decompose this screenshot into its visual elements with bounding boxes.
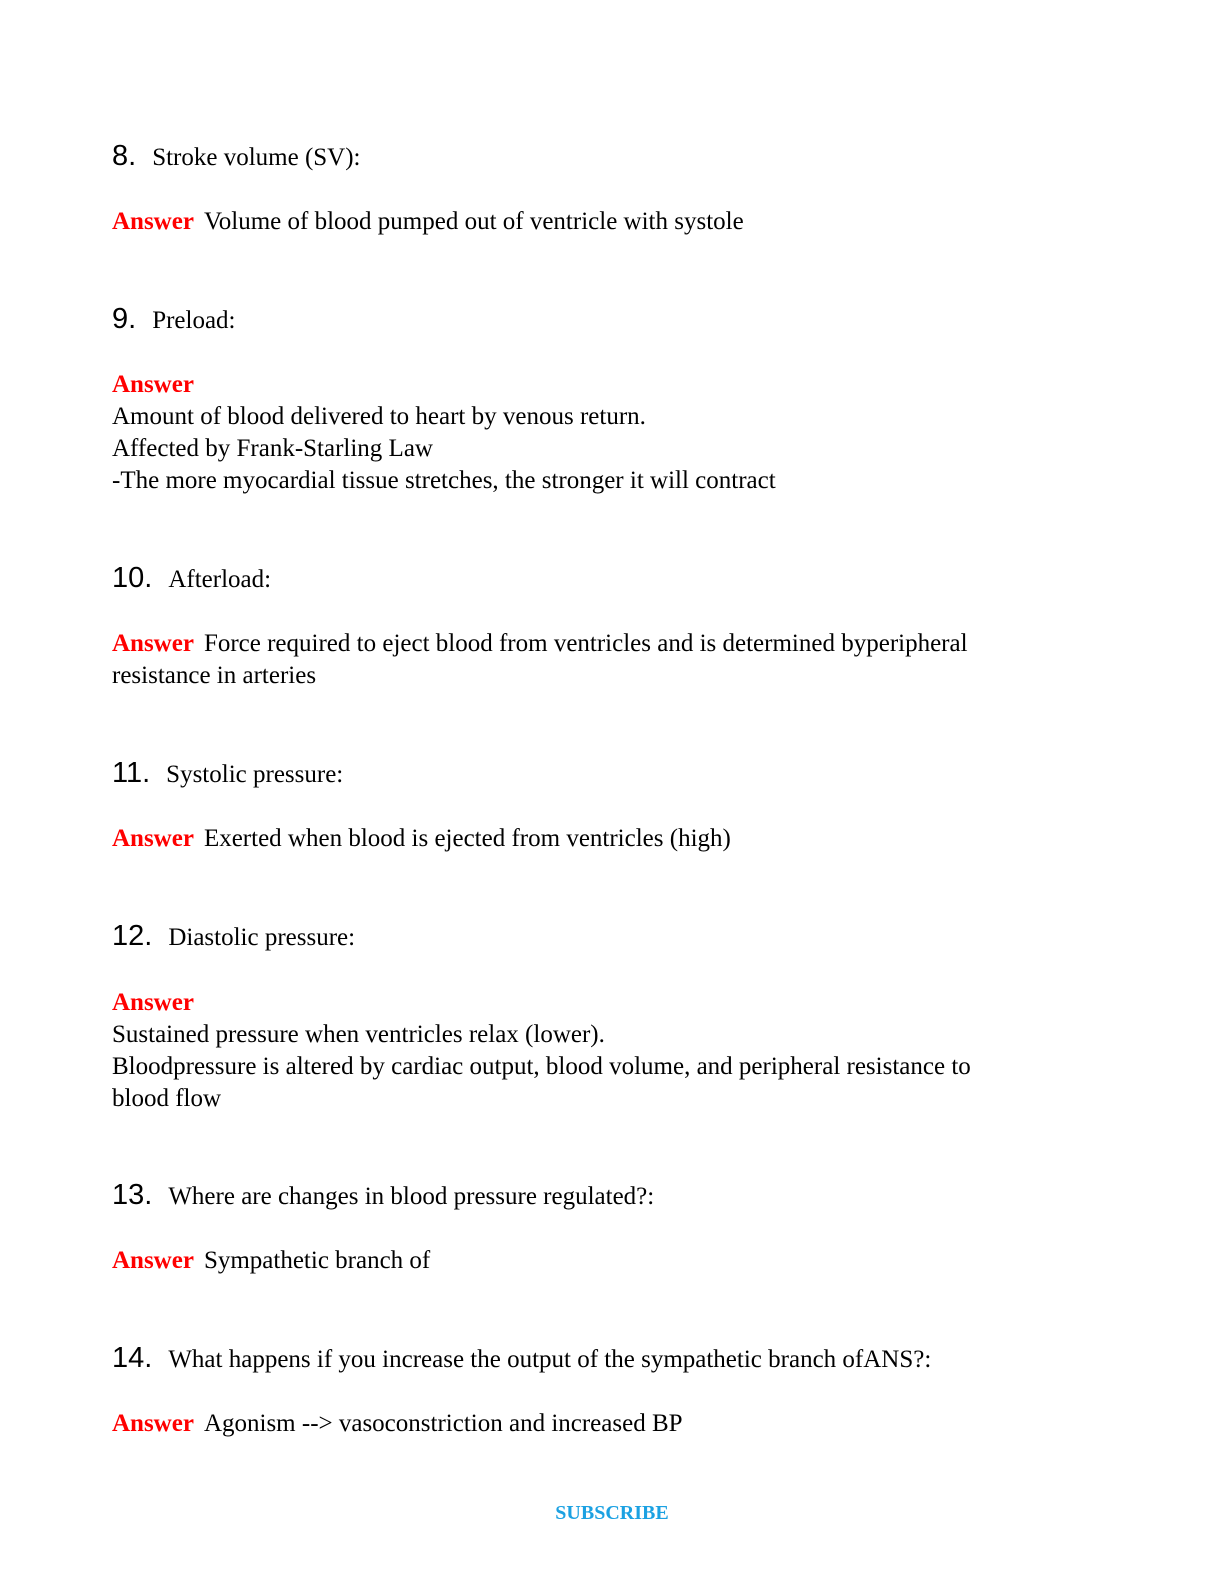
question-8 — [112, 140, 361, 173]
question-13 — [112, 1179, 654, 1212]
answer-13 — [112, 1245, 1072, 1277]
answer-text: Volume of blood pumped out of ventricle with systole — [203, 208, 744, 235]
answer-label: Answer — [112, 371, 194, 398]
subscribe-link[interactable]: SUBSCRIBE — [555, 1502, 669, 1524]
question-number: 13. — [112, 1179, 153, 1211]
question-14 — [112, 1342, 931, 1375]
answer-line: resistance in arteries — [112, 662, 317, 689]
question-number: 9. — [112, 303, 137, 335]
answer-line: Force required to eject blood from ventricles and is determined byperipheral — [203, 630, 968, 657]
answer-10 — [112, 628, 1072, 692]
answer-14 — [112, 1408, 1072, 1440]
answer-text: Sympathetic branch of — [203, 1247, 431, 1274]
answer-text: Agonism --> vasoconstriction and increased BP — [203, 1410, 683, 1437]
question-text: Where are changes in blood pressure regulated?: — [168, 1183, 655, 1210]
answer-label: Answer — [112, 208, 194, 235]
answer-label: Answer — [112, 825, 194, 852]
question-text: Stroke volume (SV): — [152, 144, 361, 171]
question-10 — [112, 562, 271, 595]
question-number: 11. — [112, 757, 151, 789]
answer-line: Bloodpressure is altered by cardiac output, blood volume, and peripheral resistance to — [112, 1053, 971, 1080]
question-text: Preload: — [152, 307, 236, 334]
answer-label: Answer — [112, 989, 194, 1016]
answer-label: Answer — [112, 630, 194, 657]
question-9 — [112, 303, 236, 336]
answer-line: Amount of blood delivered to heart by venous return. — [112, 403, 646, 430]
question-text: Diastolic pressure: — [168, 924, 356, 951]
question-number: 14. — [112, 1342, 153, 1374]
answer-line: Sustained pressure when ventricles relax (lower). — [112, 1021, 605, 1048]
question-12 — [112, 920, 355, 953]
question-text: Afterload: — [168, 566, 272, 593]
answer-line: -The more myocardial tissue stretches, the stronger it will contract — [112, 467, 776, 494]
answer-line: blood flow — [112, 1085, 222, 1112]
answer-label: Answer — [112, 1247, 194, 1274]
question-number: 10. — [112, 562, 153, 594]
answer-line: Affected by Frank-Starling Law — [112, 435, 433, 462]
answer-11 — [112, 823, 1072, 855]
question-text: Systolic pressure: — [166, 761, 344, 788]
question-text: What happens if you increase the output of the sympathetic branch ofANS?: — [168, 1346, 932, 1373]
question-number: 12. — [112, 920, 153, 952]
answer-label: Answer — [112, 1410, 194, 1437]
answer-8 — [112, 206, 1072, 238]
question-number: 8. — [112, 140, 137, 172]
answer-text: Exerted when blood is ejected from ventricles (high) — [203, 825, 731, 852]
answer-12 — [112, 987, 1072, 1115]
question-11 — [112, 757, 343, 790]
answer-9 — [112, 369, 1072, 497]
